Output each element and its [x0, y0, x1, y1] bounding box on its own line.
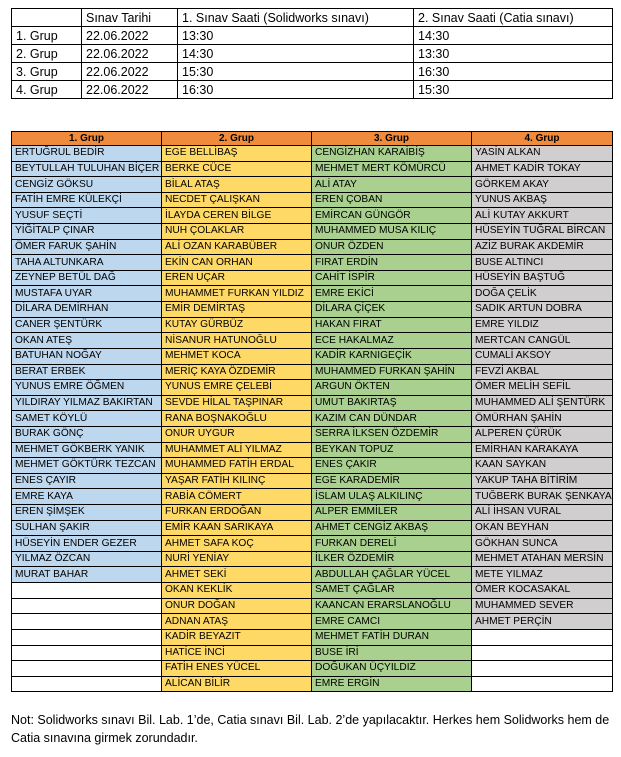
schedule-header-time2: 2. Sınav Saati (Catia sınavı)	[414, 9, 613, 27]
group-3-student: EMRE ERGİN	[312, 676, 472, 692]
exam-schedule-table	[11, 8, 613, 99]
group-3-student: İSLAM ULAŞ ALKILINÇ	[312, 489, 472, 505]
group-2-student: NİSANUR HATUNOĞLU	[162, 333, 312, 349]
group-2-student: BERKE CÜCE	[162, 161, 312, 177]
group-lists-table	[11, 131, 613, 692]
group-row	[12, 614, 613, 630]
group-4-student: EMİRHAN KARAKAYA	[472, 442, 613, 458]
group-4-student: ÖMÜRHAN ŞAHİN	[472, 411, 613, 427]
group-3-student: ECE HAKALMAZ	[312, 333, 472, 349]
group-row	[12, 270, 613, 286]
empty-cell	[472, 645, 613, 661]
group-1-student: SULHAN ŞAKIR	[12, 520, 162, 536]
group-3-student: EREN ÇOBAN	[312, 192, 472, 208]
group-row	[12, 489, 613, 505]
group-4-student: ALİ İHSAN VURAL	[472, 505, 613, 521]
group-4-student: CUMALİ AKSOY	[472, 348, 613, 364]
schedule-cell: 15:30	[414, 81, 613, 99]
group-1-student: YILDIRAY YILMAZ BAKIRTAN	[12, 395, 162, 411]
group-2-student: EMİR DEMİRTAŞ	[162, 302, 312, 318]
group-2-student: BİLAL ATAŞ	[162, 177, 312, 193]
group-2-student: SEVDE HİLAL TAŞPINAR	[162, 395, 312, 411]
group-1-student: EREN ŞİMŞEK	[12, 505, 162, 521]
group-3-student: EGE KARADEMİR	[312, 473, 472, 489]
group-2-student: MUHAMMED FATİH ERDAL	[162, 458, 312, 474]
schedule-row	[12, 27, 613, 45]
group-4-student: EMRE YILDIZ	[472, 317, 613, 333]
group-2-student: EKİN CAN ORHAN	[162, 255, 312, 271]
group-2-student: YUNUS EMRE ÇELEBİ	[162, 380, 312, 396]
schedule-row	[12, 45, 613, 63]
schedule-row	[12, 63, 613, 81]
group-4-student: AHMET KADİR TOKAY	[472, 161, 613, 177]
group-1-student: OKAN ATEŞ	[12, 333, 162, 349]
group-2-student: AHMET SEKİ	[162, 567, 312, 583]
group-1-student: CANER ŞENTÜRK	[12, 317, 162, 333]
schedule-header-row	[12, 9, 613, 27]
group-4-student: OKAN BEYHAN	[472, 520, 613, 536]
group-2-student: ALİ OZAN KARABÜBER	[162, 239, 312, 255]
group-row	[12, 583, 613, 599]
group-4-student: DOĞA ÇELİK	[472, 286, 613, 302]
group-2-student: ADNAN ATAŞ	[162, 614, 312, 630]
group-3-student: CAHİT İSPİR	[312, 270, 472, 286]
group-2-student: HATİCE İNCİ	[162, 645, 312, 661]
group-row	[12, 395, 613, 411]
group-2-student: KADİR BEYAZIT	[162, 629, 312, 645]
group-4-student: GÖRKEM AKAY	[472, 177, 613, 193]
group-3-student: ALİ ATAY	[312, 177, 472, 193]
group-4-student: TUĞBERK BURAK ŞENKAYA	[472, 489, 613, 505]
group-row	[12, 380, 613, 396]
group-row	[12, 192, 613, 208]
group-3-student: FURKAN DERELİ	[312, 536, 472, 552]
group-1-student: YILMAZ ÖZCAN	[12, 551, 162, 567]
group-4-student: MERTCAN CANGÜL	[472, 333, 613, 349]
group-3-student: KADİR KARNIGEÇİK	[312, 348, 472, 364]
schedule-cell: 16:30	[414, 63, 613, 81]
group-2-student: EREN UÇAR	[162, 270, 312, 286]
group-3-student: SAMET ÇAĞLAR	[312, 583, 472, 599]
group-3-student: DOĞUKAN ÜÇYILDIZ	[312, 661, 472, 677]
group-header-4: 4. Grup	[472, 132, 613, 146]
group-4-student: YUNUS AKBAŞ	[472, 192, 613, 208]
group-3-student: AHMET CENGİZ AKBAŞ	[312, 520, 472, 536]
group-1-student: YUSUF SEÇTİ	[12, 208, 162, 224]
group-row	[12, 333, 613, 349]
group-row	[12, 661, 613, 677]
schedule-header-date: Sınav Tarihi	[82, 9, 178, 27]
group-3-student: KAZIM CAN DÜNDAR	[312, 411, 472, 427]
group-3-student: DİLARA ÇİÇEK	[312, 302, 472, 318]
group-row	[12, 567, 613, 583]
group-row	[12, 645, 613, 661]
group-2-student: YAŞAR FATİH KILINÇ	[162, 473, 312, 489]
schedule-header-time1: 1. Sınav Saati (Solidworks sınavı)	[178, 9, 414, 27]
group-4-student: HÜSEYİN TUĞRAL BİRCAN	[472, 224, 613, 240]
group-4-student: ÖMER KOCASAKAL	[472, 583, 613, 599]
schedule-cell: 1. Grup	[12, 27, 82, 45]
group-1-student: CENGİZ GÖKSU	[12, 177, 162, 193]
group-3-student: CENGİZHAN KARAİBİŞ	[312, 146, 472, 162]
group-2-student: EMİR KAAN SARIKAYA	[162, 520, 312, 536]
group-3-student: EMRE EKİCİ	[312, 286, 472, 302]
group-row	[12, 505, 613, 521]
group-1-student: ERTUĞRUL BEDİR	[12, 146, 162, 162]
group-3-student: İLKER ÖZDEMİR	[312, 551, 472, 567]
group-row	[12, 629, 613, 645]
group-1-student: SAMET KÖYLÜ	[12, 411, 162, 427]
group-2-student: MERİÇ KAYA ÖZDEMİR	[162, 364, 312, 380]
group-3-student: ENES ÇAKIR	[312, 458, 472, 474]
group-row	[12, 458, 613, 474]
group-3-student: SERRA İLKSEN ÖZDEMİR	[312, 426, 472, 442]
schedule-cell: 4. Grup	[12, 81, 82, 99]
group-2-student: MUHAMMET ALİ YILMAZ	[162, 442, 312, 458]
schedule-cell: 3. Grup	[12, 63, 82, 81]
schedule-header-group	[12, 9, 82, 27]
group-row	[12, 442, 613, 458]
empty-cell	[12, 598, 162, 614]
group-3-student: ABDULLAH ÇAĞLAR YÜCEL	[312, 567, 472, 583]
group-1-student: TAHA ALTUNKARA	[12, 255, 162, 271]
group-4-student: ÖMER MELİH SEFİL	[472, 380, 613, 396]
empty-cell	[12, 661, 162, 677]
group-row	[12, 317, 613, 333]
empty-cell	[12, 676, 162, 692]
group-4-student: YAKUP TAHA BİTİRİM	[472, 473, 613, 489]
group-3-student: MEHMET MERT KÖMÜRCÜ	[312, 161, 472, 177]
group-1-student: BEYTULLAH TULUHAN BİÇER	[12, 161, 162, 177]
group-3-student: ONUR ÖZDEN	[312, 239, 472, 255]
group-1-student: MURAT BAHAR	[12, 567, 162, 583]
group-1-student: ÖMER FARUK ŞAHİN	[12, 239, 162, 255]
group-2-student: MEHMET KOCA	[162, 348, 312, 364]
group-row	[12, 676, 613, 692]
empty-cell	[12, 629, 162, 645]
group-3-student: BEYKAN TOPUZ	[312, 442, 472, 458]
group-row	[12, 224, 613, 240]
exam-note: Not: Solidworks sınavı Bil. Lab. 1’de, Catia sınavı Bil. Lab. 2’de yapılacaktır. Herkes hem Solidworks hem de Catia sınavına girmek zorundadır.	[11, 713, 610, 745]
group-row	[12, 286, 613, 302]
group-2-student: RABİA CÖMERT	[162, 489, 312, 505]
group-2-student: KUTAY GÜRBÜZ	[162, 317, 312, 333]
group-1-student: YUNUS EMRE ÖĞMEN	[12, 380, 162, 396]
group-row	[12, 348, 613, 364]
group-4-student: MEHMET ATAHAN MERSİN	[472, 551, 613, 567]
group-3-student: FIRAT ERDİN	[312, 255, 472, 271]
group-2-student: ONUR DOĞAN	[162, 598, 312, 614]
group-4-student: ALİ KUTAY AKKURT	[472, 208, 613, 224]
group-4-student: BUSE ALTINCI	[472, 255, 613, 271]
group-row	[12, 473, 613, 489]
group-2-student: OKAN KEKLİK	[162, 583, 312, 599]
group-3-student: HAKAN FIRAT	[312, 317, 472, 333]
group-2-student: ONUR UYGUR	[162, 426, 312, 442]
schedule-cell: 22.06.2022	[82, 63, 178, 81]
group-row	[12, 208, 613, 224]
group-2-student: EGE BELLİBAŞ	[162, 146, 312, 162]
group-row	[12, 255, 613, 271]
group-2-student: AHMET SAFA KOÇ	[162, 536, 312, 552]
group-2-student: NUH ÇOLAKLAR	[162, 224, 312, 240]
group-2-student: RANA BOŞNAKOĞLU	[162, 411, 312, 427]
group-2-student: NECDET ÇALIŞKAN	[162, 192, 312, 208]
schedule-cell: 22.06.2022	[82, 81, 178, 99]
group-row	[12, 598, 613, 614]
group-2-student: MUHAMMET FURKAN YILDIZ	[162, 286, 312, 302]
group-1-student: FATİH EMRE KÜLEKÇİ	[12, 192, 162, 208]
schedule-body	[12, 27, 613, 99]
group-header-3: 3. Grup	[312, 132, 472, 146]
group-1-student: EMRE KAYA	[12, 489, 162, 505]
group-2-student: ALİCAN BİLİR	[162, 676, 312, 692]
group-4-student: ALPEREN ÇÜRÜK	[472, 426, 613, 442]
group-3-student: MUHAMMED FURKAN ŞAHİN	[312, 364, 472, 380]
group-1-student: ENES ÇAYIR	[12, 473, 162, 489]
empty-cell	[472, 629, 613, 645]
schedule-cell: 14:30	[414, 27, 613, 45]
group-4-student: AZİZ BURAK AKDEMİR	[472, 239, 613, 255]
group-3-student: UMUT BAKIRTAŞ	[312, 395, 472, 411]
group-row	[12, 520, 613, 536]
group-row	[12, 411, 613, 427]
group-3-student: EMRE CAMCI	[312, 614, 472, 630]
group-3-student: EMİRCAN GÜNGÖR	[312, 208, 472, 224]
group-4-student: SADIK ARTUN DOBRA	[472, 302, 613, 318]
group-3-student: BUSE İRİ	[312, 645, 472, 661]
group-4-student: YASİN ALKAN	[472, 146, 613, 162]
schedule-cell: 22.06.2022	[82, 45, 178, 63]
group-row	[12, 146, 613, 162]
group-4-student: METE YILMAZ	[472, 567, 613, 583]
group-4-student: AHMET PERÇİN	[472, 614, 613, 630]
group-header-2: 2. Grup	[162, 132, 312, 146]
group-3-student: ARGUN ÖKTEN	[312, 380, 472, 396]
group-row	[12, 364, 613, 380]
group-4-student: GÖKHAN SUNCA	[472, 536, 613, 552]
group-1-student: BERAT ERBEK	[12, 364, 162, 380]
group-4-student: FEVZİ AKBAL	[472, 364, 613, 380]
group-1-student: BURAK GÖNÇ	[12, 426, 162, 442]
group-1-student: YİĞİTALP ÇINAR	[12, 224, 162, 240]
group-4-student: KAAN SAYKAN	[472, 458, 613, 474]
group-row	[12, 551, 613, 567]
empty-cell	[12, 645, 162, 661]
group-row	[12, 426, 613, 442]
group-row	[12, 536, 613, 552]
empty-cell	[12, 583, 162, 599]
schedule-cell: 2. Grup	[12, 45, 82, 63]
schedule-row	[12, 81, 613, 99]
group-3-student: MEHMET FATİH DURAN	[312, 629, 472, 645]
group-3-student: ALPER EMMİLER	[312, 505, 472, 521]
group-row	[12, 239, 613, 255]
schedule-cell: 13:30	[178, 27, 414, 45]
empty-cell	[472, 676, 613, 692]
group-2-student: FATİH ENES YÜCEL	[162, 661, 312, 677]
group-3-student: MUHAMMED MUSA KILIÇ	[312, 224, 472, 240]
group-row	[12, 302, 613, 318]
empty-cell	[12, 614, 162, 630]
schedule-cell: 22.06.2022	[82, 27, 178, 45]
group-2-student: NURİ YENİAY	[162, 551, 312, 567]
schedule-cell: 14:30	[178, 45, 414, 63]
group-1-student: HÜSEYİN ENDER GEZER	[12, 536, 162, 552]
group-4-student: MUHAMMED SEVER	[472, 598, 613, 614]
group-2-student: İLAYDA CEREN BİLGE	[162, 208, 312, 224]
group-1-student: BATUHAN NOĞAY	[12, 348, 162, 364]
group-4-student: HÜSEYİN BAŞTUĞ	[472, 270, 613, 286]
group-3-student: KAANCAN ERARSLANOĞLU	[312, 598, 472, 614]
group-4-student: MUHAMMED ALİ ŞENTÜRK	[472, 395, 613, 411]
empty-cell	[472, 661, 613, 677]
schedule-cell: 15:30	[178, 63, 414, 81]
group-1-student: DİLARA DEMİRHAN	[12, 302, 162, 318]
group-1-student: MEHMET GÖKBERK YANIK	[12, 442, 162, 458]
group-1-student: MEHMET GÖKTÜRK TEZCAN	[12, 458, 162, 474]
schedule-cell: 13:30	[414, 45, 613, 63]
group-1-student: MUSTAFA UYAR	[12, 286, 162, 302]
group-1-student: ZEYNEP BETÜL DAĞ	[12, 270, 162, 286]
schedule-cell: 16:30	[178, 81, 414, 99]
group-lists-body	[12, 146, 613, 692]
group-row	[12, 161, 613, 177]
group-2-student: FURKAN ERDOĞAN	[162, 505, 312, 521]
group-header-row	[12, 132, 613, 146]
group-row	[12, 177, 613, 193]
group-header-1: 1. Grup	[12, 132, 162, 146]
